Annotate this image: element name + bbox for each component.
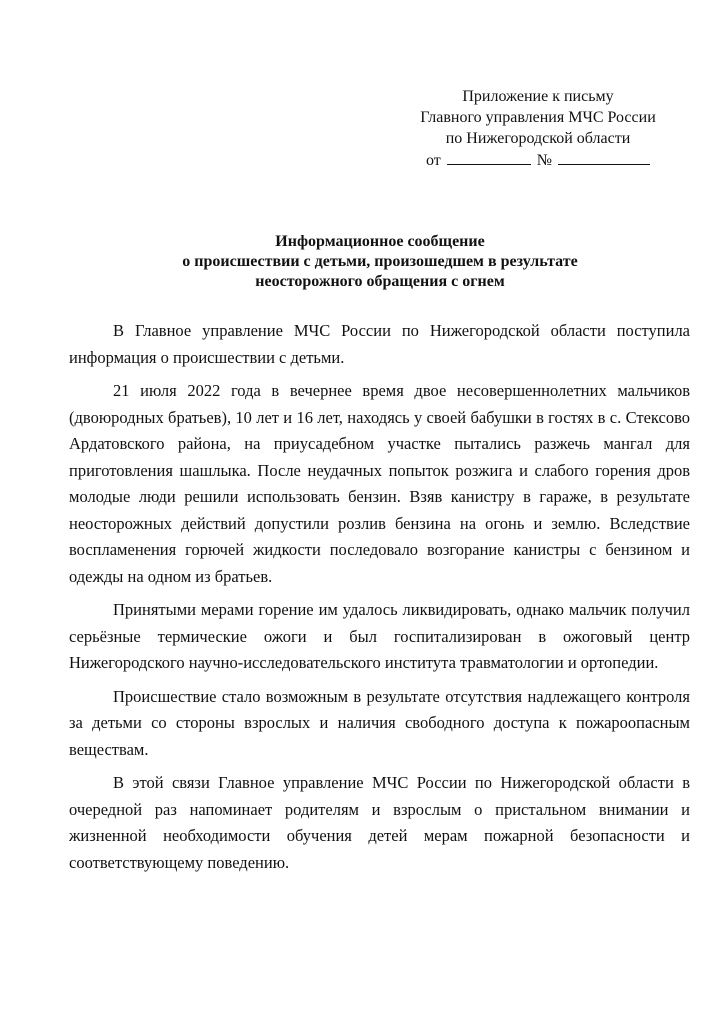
from-label: от [425,152,441,169]
annex-line-2: Главного управления МЧС России [420,109,656,126]
paragraph: В Главное управление МЧС России по Нижегородской области поступила информация о происшествии с детьми. [69,321,690,367]
annex-block [400,86,676,171]
title-line-1: Информационное сообщение [275,233,485,250]
document-body [69,318,690,883]
annex-line-3: по Нижегородской области [445,130,631,147]
title-line-3: неосторожного обращения с огнем [255,273,505,290]
title-line-2: о происшествии с детьми, произошедшем в результате [182,253,578,270]
number-label: № [536,152,553,169]
date-blank [447,149,531,165]
document-title [70,232,690,292]
paragraph: Происшествие стало возможным в результате отсутствия надлежащего контроля за детьми со стороны взрослых и наличия свободного доступа к пожароопасным веществам. [69,686,690,759]
paragraph: 21 июля 2022 года в вечернее время двое несовершеннолетних мальчиков (двоюродных братьев), 10 лет и 16 лет, находясь у своей бабушки в гостях в с. Стексово Ардатовского района, на приусадебном участке пытались разжечь мангал для приготовления шашлыка. После неудачных попыток розжига и слабого горения дров молодые люди решили использовать бензин. Взяв канистру в гараже, в результате неосторожных действий допустили розлив бензина на огонь и землю. Вследствие воспламенения горючей жидкости последовало возгорание канистры с бензином и одежды на одном из братьев. [69,381,690,586]
annex-line-1: Приложение к письму [462,88,614,105]
paragraph: В этой связи Главное управление МЧС России по Нижегородской области в очередной раз напоминает родителям и взрослым о пристальном внимании и жизненной необходимости обучения детей мерам пожарной безопасности и соответствующему поведению. [69,773,690,872]
paragraph: Принятыми мерами горение им удалось ликвидировать, однако мальчик получил серьёзные термические ожоги и был госпитализирован в ожоговый центр Нижегородского научно-исследовательского института травматологии и ортопедии. [69,600,690,672]
annex-date-number-line [400,149,676,171]
number-blank [558,149,650,165]
